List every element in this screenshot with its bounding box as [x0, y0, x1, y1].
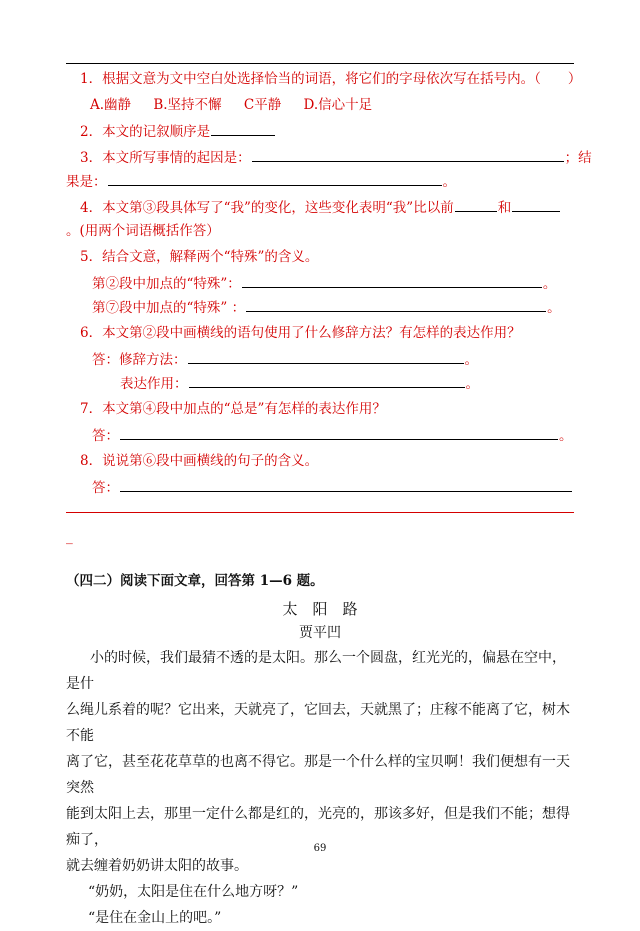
- answer-blank[interactable]: [512, 198, 560, 212]
- question-6-ans2: 表达作用： 。: [120, 376, 479, 392]
- paragraph-line: 离了它，甚至花花草草的也离不得它。那是一个什么样的宝贝啊！我们便想有一天突然: [66, 754, 570, 796]
- answer-blank[interactable]: [246, 298, 546, 312]
- question-1-options: [90, 96, 372, 114]
- paragraph-line: 小的时候，我们最猜不透的是太阳。那么一个圆盘，红光光的，偏悬在空中，是什: [66, 650, 566, 692]
- question-5-sub1: 第②段中加点的“特殊”： 。: [92, 276, 557, 292]
- paragraph-line: 能到太阳上去，那里一定什么都是红的，光亮的，那该多好，但是我们不能；想得痴了，: [66, 806, 570, 848]
- option-c: C平静: [243, 97, 282, 113]
- answer-blank[interactable]: [188, 350, 464, 364]
- paragraph-line: 就去缠着奶奶讲太阳的故事。: [66, 858, 248, 874]
- question-5: 5．结合文意，解释两个“特殊”的含义。: [80, 249, 319, 265]
- section-header: （四二）阅读下面文章，回答第 1—6 题。: [66, 573, 324, 589]
- paragraph-line: 么绳儿系着的呢？它出来，天就亮了，它回去，天就黑了；庄稼不能离了它，树木不能: [66, 702, 570, 744]
- answer-blank[interactable]: [252, 148, 564, 162]
- question-6-ans1: 答：修辞方法： 。: [92, 352, 478, 368]
- answer-blank[interactable]: [120, 478, 572, 492]
- article-title: 太 阳 路: [282, 600, 358, 618]
- answer-blank[interactable]: [120, 426, 558, 440]
- option-d: D.信心十足: [303, 97, 373, 113]
- question-3: 3．本文所写事情的起因是： ；结: [80, 150, 592, 166]
- answer-blank[interactable]: [242, 274, 542, 288]
- question-7: 7．本文第④段中加点的“总是”有怎样的表达作用？: [80, 401, 386, 417]
- answer-blank[interactable]: [211, 122, 275, 136]
- top-rule: [66, 63, 574, 64]
- page-number: 69: [313, 843, 327, 854]
- question-8: 8．说说第⑥段中画横线的句子的含义。: [80, 453, 319, 469]
- answer-line: [66, 512, 574, 513]
- question-2: 2．本文的记叙顺序是: [80, 122, 276, 141]
- question-4: 4．本文第③段具体写了“我”的变化，这些变化表明“我”比以前 和: [80, 198, 561, 217]
- option-a: A.幽静: [90, 97, 132, 113]
- option-b: B.坚持不懈: [153, 97, 222, 113]
- stray-underscore: _: [66, 529, 73, 545]
- article-body: [66, 645, 574, 931]
- question-8-ans: 答：: [92, 478, 573, 497]
- answer-blank[interactable]: [189, 374, 465, 388]
- dialogue-line: “奶奶，太阳是住在什么地方呀？”: [88, 884, 299, 900]
- question-7-ans: 答： 。: [92, 428, 573, 444]
- answer-blank[interactable]: [455, 198, 497, 212]
- question-6: 6．本文第②段中画横线的语句使用了什么修辞方法？有怎样的表达作用？: [80, 325, 521, 341]
- question-5-sub2: 第⑦段中加点的“特殊” ： 。: [92, 300, 561, 316]
- question-3-line2: 果是： 。: [66, 174, 456, 190]
- dialogue-line: “是住在金山上的吧。”: [88, 910, 222, 926]
- question-1: 1．根据文意为文中空白处选择恰当的词语，将它们的字母依次写在括号内。（ ）: [80, 71, 582, 87]
- answer-blank[interactable]: [108, 172, 442, 186]
- question-4-line2: 。(用两个词语概括作答）: [66, 223, 220, 239]
- article-author: 贾平凹: [299, 625, 341, 641]
